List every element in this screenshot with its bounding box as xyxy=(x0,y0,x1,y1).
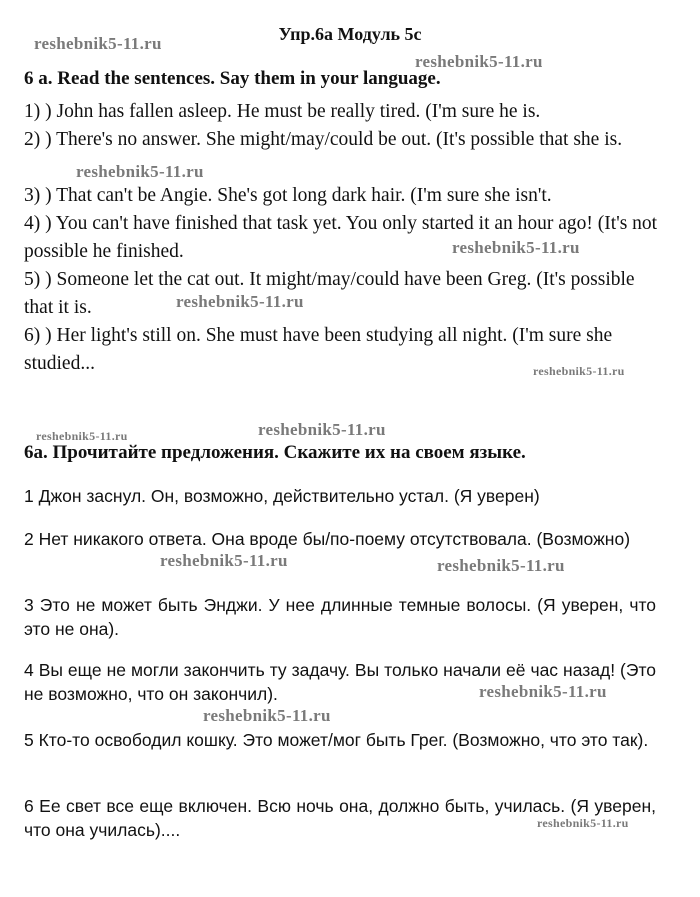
watermark: reshebnik5-11.ru xyxy=(479,682,607,701)
watermark: reshebnik5-11.ru xyxy=(258,420,386,439)
russian-heading: 6а. Прочитайте предложения. Скажите их на своем языке. xyxy=(24,442,526,463)
russian-sentence-5: 5 Кто-то освободил кошку. Это может/мог быть Грег. (Возможно, что это так). xyxy=(24,730,649,750)
watermark: reshebnik5-11.ru xyxy=(176,292,304,311)
english-sentence-1: 1) ) John has fallen asleep. He must be really tired. (I'm sure he is. xyxy=(24,101,541,122)
english-sentence-2: 2) ) There's no answer. She might/may/could be out. (It's possible that she is. xyxy=(24,129,623,150)
english-sentence-3: 3) ) That can't be Angie. She's got long dark hair. (I'm sure she isn't. xyxy=(24,185,552,206)
page-title: Упр.6а Модуль 5с xyxy=(278,24,422,44)
english-heading: 6 a. Read the sentences. Say them in your language. xyxy=(24,68,441,89)
russian-sentence-6: 6 Ее свет все еще включен. Всю ночь она, должно быть, училась. (Я уверен, что она училась).... xyxy=(24,796,656,840)
watermark: reshebnik5-11.ru xyxy=(437,556,565,575)
watermark: reshebnik5-11.ru xyxy=(203,706,331,725)
russian-sentence-4: 4 Вы еще не могли закончить ту задачу. Вы только начали её час назад! (Это не возможно, что он закончил). xyxy=(24,660,656,704)
watermark: reshebnik5-11.ru xyxy=(415,52,543,71)
watermark: reshebnik5-11.ru xyxy=(452,238,580,257)
english-sentence-5: 5) ) Someone let the cat out. It might/may/could have been Greg. (It's possible that it is. xyxy=(24,269,635,318)
english-sentence-4: 4) ) You can't have finished that task yet. You only started it an hour ago! (It's not possible he finished. xyxy=(24,213,658,262)
watermark: reshebnik5-11.ru xyxy=(36,429,128,443)
watermark: reshebnik5-11.ru xyxy=(537,816,629,830)
russian-sentence-1: 1 Джон заснул. Он, возможно, действительно устал. (Я уверен) xyxy=(24,486,540,506)
watermark: reshebnik5-11.ru xyxy=(160,551,288,570)
watermark: reshebnik5-11.ru xyxy=(34,34,162,53)
english-sentence-6: 6) ) Her light's still on. She must have been studying all night. (I'm sure she studied... xyxy=(24,325,613,374)
watermark: reshebnik5-11.ru xyxy=(76,162,204,181)
russian-sentence-2: 2 Нет никакого ответа. Она вроде бы/по-поему отсутствовала. (Возможно) xyxy=(24,529,631,549)
russian-sentence-3: 3 Это не может быть Энджи. У нее длинные темные волосы. (Я уверен, что это не она). xyxy=(24,595,656,639)
watermark: reshebnik5-11.ru xyxy=(533,364,625,378)
